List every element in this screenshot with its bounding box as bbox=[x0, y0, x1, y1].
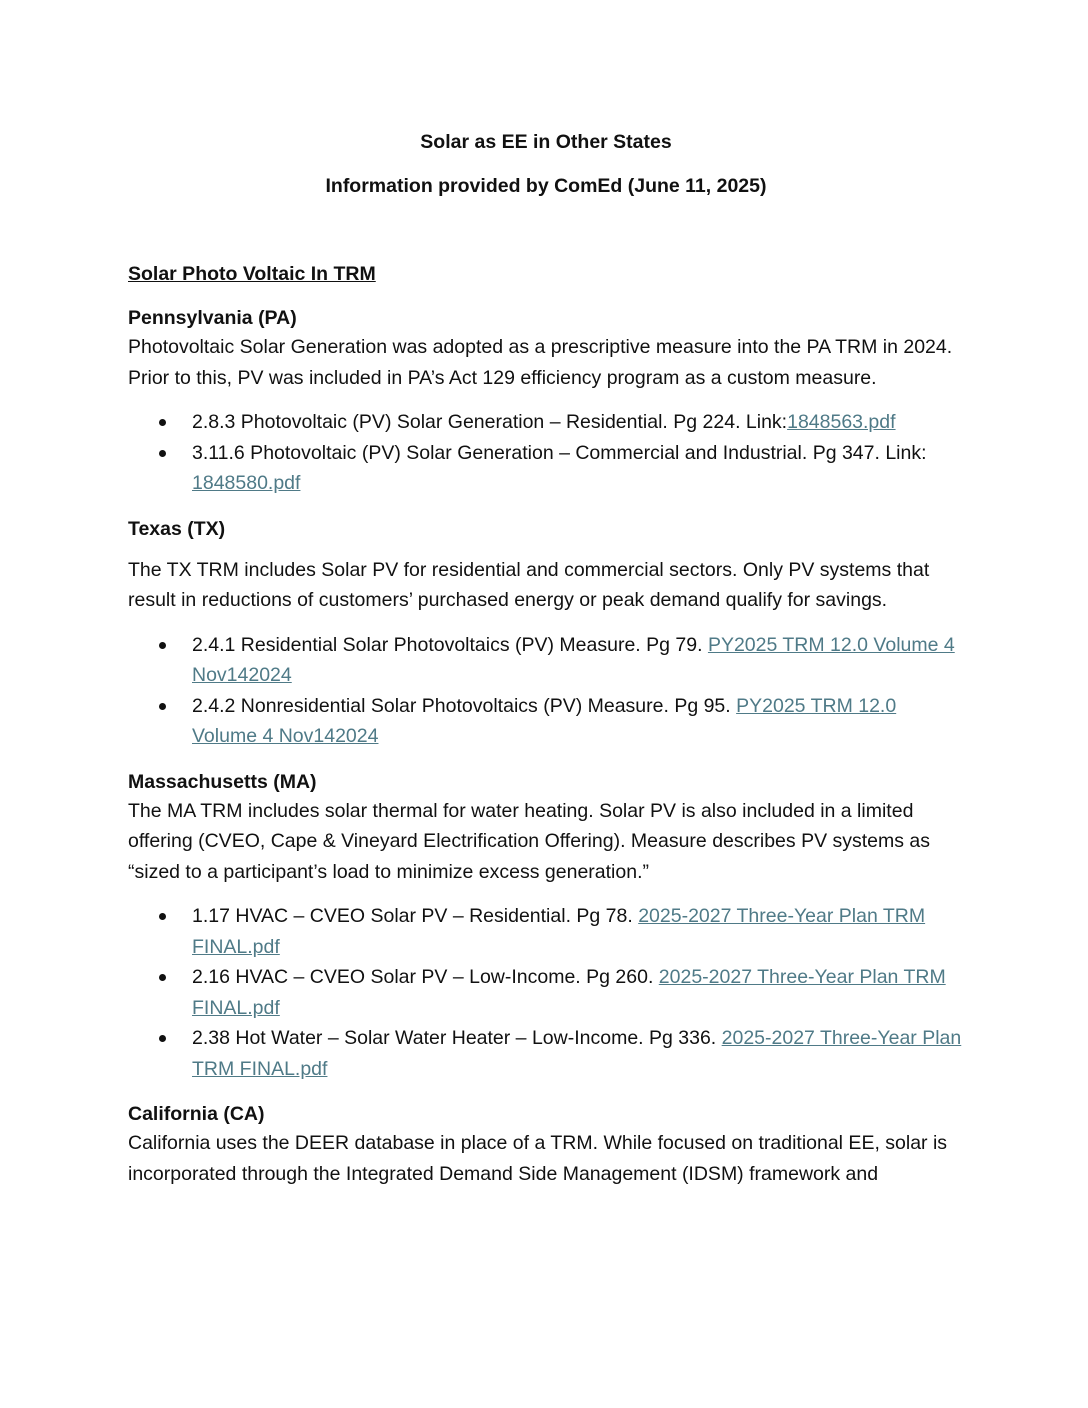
list-item bbox=[128, 630, 964, 691]
pa-commercial-link[interactable]: 1848580.pdf bbox=[192, 472, 301, 494]
list-item bbox=[128, 691, 964, 752]
bullet-icon bbox=[159, 419, 166, 426]
tx-list bbox=[128, 630, 964, 752]
list-item bbox=[128, 407, 964, 438]
list-item-text: 2.38 Hot Water – Solar Water Heater – Low-Income. Pg 336. bbox=[192, 1027, 722, 1049]
bullet-icon bbox=[159, 642, 166, 649]
bullet-icon bbox=[159, 913, 166, 920]
ma-water-heater-link[interactable]: 2025-2027 Three-Year Plan TRM FINAL.pdf bbox=[192, 1027, 962, 1080]
list-item bbox=[128, 438, 964, 499]
pa-residential-link[interactable]: 1848563.pdf bbox=[787, 411, 896, 433]
bullet-icon bbox=[159, 974, 166, 981]
tx-nonresidential-link[interactable]: PY2025 TRM 12.0 Volume 4 Nov142024 bbox=[192, 694, 897, 747]
tx-section bbox=[128, 515, 964, 752]
tx-heading: Texas (TX) bbox=[128, 517, 226, 540]
document-page bbox=[128, 128, 964, 1189]
ma-body: The MA TRM includes solar thermal for water heating. Solar PV is also included in a limited offering (CVEO, Cape & Vineyard Electrification Offering). Measure describes PV systems as “sized to a participant’s load to minimize excess generation.” bbox=[128, 799, 931, 883]
list-item-text: 1.17 HVAC – CVEO Solar PV – Residential. Pg 78. bbox=[192, 905, 639, 927]
tx-body: The TX TRM includes Solar PV for residential and commercial sectors. Only PV systems that result in reductions of customers’ purchased energy or peak demand qualify for savings. bbox=[128, 558, 930, 611]
ma-list bbox=[128, 901, 964, 1084]
bullet-icon bbox=[159, 1035, 166, 1042]
tx-residential-link[interactable]: PY2025 TRM 12.0 Volume 4 Nov142024 bbox=[192, 633, 955, 686]
list-item-text: 2.8.3 Photovoltaic (PV) Solar Generation – Residential. Pg 224. Link: bbox=[192, 411, 788, 433]
list-item-text: 2.16 HVAC – CVEO Solar PV – Low-Income. Pg 260. bbox=[192, 966, 659, 988]
section-heading: Solar Photo Voltaic In TRM bbox=[128, 263, 376, 285]
pa-body: Photovoltaic Solar Generation was adopted as a prescriptive measure into the PA TRM in 2024. Prior to this, PV was included in PA’s Act 129 efficiency program as a custom measure. bbox=[128, 336, 953, 389]
pa-heading: Pennsylvania (PA) bbox=[128, 307, 297, 329]
bullet-icon bbox=[159, 450, 166, 457]
ma-low-income-link[interactable]: 2025-2027 Three-Year Plan TRM FINAL.pdf bbox=[192, 966, 946, 1019]
list-item bbox=[128, 962, 964, 1023]
ma-heading: Massachusetts (MA) bbox=[128, 770, 317, 793]
ca-heading: California (CA) bbox=[128, 1103, 265, 1125]
ma-section bbox=[128, 768, 964, 1085]
pa-section bbox=[128, 304, 964, 499]
list-item-text: 3.11.6 Photovoltaic (PV) Solar Generation – Commercial and Industrial. Pg 347. Link: bbox=[192, 441, 927, 464]
list-item bbox=[128, 901, 964, 962]
list-item-text: 2.4.1 Residential Solar Photovoltaics (PV) Measure. Pg 79. bbox=[192, 633, 708, 656]
pa-list bbox=[128, 407, 964, 499]
ma-residential-link[interactable]: 2025-2027 Three-Year Plan TRM FINAL.pdf bbox=[192, 905, 926, 958]
document-subtitle: Information provided by ComEd (June 11, 2025) bbox=[325, 175, 767, 197]
document-title: Solar as EE in Other States bbox=[420, 131, 672, 153]
bullet-icon bbox=[159, 703, 166, 710]
list-item-text: 2.4.2 Nonresidential Solar Photovoltaics (PV) Measure. Pg 95. bbox=[192, 694, 737, 717]
ca-body: California uses the DEER database in place of a TRM. While focused on traditional EE, solar is incorporated through the Integrated Demand Side Management (IDSM) framework and bbox=[128, 1132, 948, 1185]
list-item bbox=[128, 1023, 964, 1084]
ca-section bbox=[128, 1100, 964, 1189]
